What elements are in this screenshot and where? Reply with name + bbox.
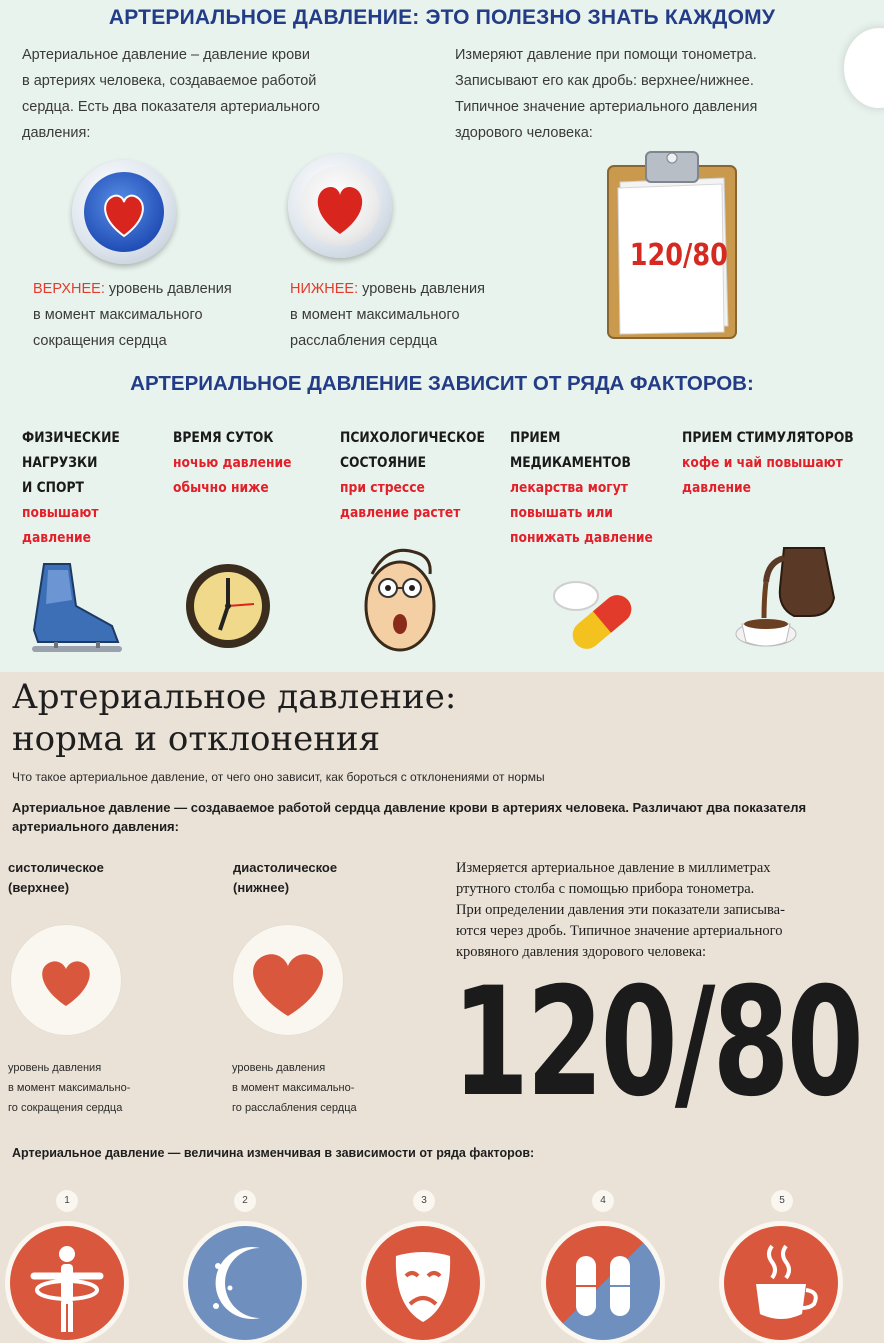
systolic-description [8, 1058, 130, 1118]
factor-time [173, 426, 291, 501]
heart-icon [72, 160, 176, 264]
upper-heart-badge [72, 160, 176, 264]
pills-graphic [546, 1226, 660, 1340]
systolic-description-line: уровень давления [8, 1062, 102, 1074]
factors-caption: Артериальное давление — величина изменчивая в зависимости от ряда факторов: [12, 1146, 535, 1160]
clipboard-icon [606, 148, 738, 340]
intro-right-line: здорового человека: [455, 125, 593, 141]
factor-number: 4 [592, 1190, 614, 1212]
measurement-text [456, 858, 866, 963]
diastolic-description-line: в момент максимально- [232, 1082, 355, 1094]
measurement-text-line: ртутного столба с помощью прибора тонометра. [456, 881, 755, 897]
upper-highlight: ВЕРХНЕЕ: [33, 281, 105, 297]
exercise-figure-icon [10, 1226, 124, 1340]
factors-title: АРТЕРИАЛЬНОЕ ДАВЛЕНИЕ ЗАВИСИТ ОТ РЯДА ФАКТОРОВ: [130, 372, 754, 395]
factor-effect: обычно ниже [173, 480, 269, 496]
factor-sport [22, 426, 120, 551]
factor-head: ПРИЕМ [510, 430, 561, 446]
lower-definition [290, 276, 540, 354]
factor-effect: ночью давление [173, 455, 292, 471]
intro-left [22, 42, 402, 146]
diastolic-description-line: уровень давления [232, 1062, 326, 1074]
corner-decoration [844, 28, 884, 108]
intro-right-line: Типичное значение артериального давления [455, 99, 758, 115]
factor-number: 3 [413, 1190, 435, 1212]
bottom-title [12, 676, 456, 760]
top-title: АРТЕРИАЛЬНОЕ ДАВЛЕНИЕ: ЭТО ПОЛЕЗНО ЗНАТЬ КАЖДОМУ [108, 6, 776, 29]
factor-effect: лекарства могут [510, 480, 628, 496]
systolic-label-line: (верхнее) [8, 880, 70, 895]
lower-definition-line: расслабления сердца [290, 333, 438, 349]
factor-effect: повышают [22, 505, 99, 521]
factor-head: ФИЗИЧЕСКИЕ [22, 430, 120, 446]
moon-stars-icon [188, 1226, 302, 1340]
factor-effect: давление [22, 530, 91, 546]
bottom-lead [12, 798, 878, 836]
factor-effect: давление [682, 480, 751, 496]
bottom-title-line: норма и отклонения [12, 719, 381, 759]
normal-pressure-value: 120/80 [452, 956, 861, 1130]
factor-effect: понижать давление [510, 530, 653, 546]
factor-psychology [340, 426, 485, 526]
systolic-label-line: систолическое [8, 860, 104, 875]
factor-head: ПРИЕМ СТИМУЛЯТОРОВ [682, 430, 854, 446]
diastolic-label [233, 858, 337, 898]
skate-icon [24, 560, 124, 664]
intro-left-line: в артериях человека, создаваемое работой [22, 73, 317, 89]
lower-definition-line: в момент максимального [290, 307, 460, 323]
pills-icon [546, 1226, 660, 1340]
sad-mask-icon [366, 1226, 480, 1340]
intro-left-line: сердца. Есть два показателя артериального [22, 99, 320, 115]
intro-right-line: Измеряют давление при помощи тонометра. [455, 47, 757, 63]
factor-head: И СПОРТ [22, 480, 84, 496]
intro-right-line: Записывают его как дробь: верхнее/нижнее. [455, 73, 754, 89]
measurement-text-line: Измеряется артериальное давление в миллиметрах [456, 860, 771, 876]
upper-text: уровень давления [104, 281, 232, 297]
factor-head: МЕДИКАМЕНТОВ [510, 455, 631, 471]
upper-definition [33, 276, 283, 354]
factor-stimulants [682, 426, 854, 501]
factor-head: ВРЕМЯ СУТОК [173, 430, 274, 446]
factor-effect: давление растет [340, 505, 461, 521]
intro-right [455, 42, 835, 146]
heart-icon [232, 924, 344, 1036]
hot-cup-icon [724, 1226, 838, 1340]
diastolic-description-line: го расслабления сердца [232, 1102, 357, 1114]
bottom-lead-line: Артериальное давление — создаваемое работой сердца давление крови в артериях человека. Различают два показателя [12, 800, 807, 815]
lower-definition-line [290, 276, 540, 302]
lower-highlight: НИЖНЕЕ: [290, 281, 359, 297]
lower-heart-badge [288, 154, 392, 258]
measurement-text-line: кровяного давления здорового человека: [456, 944, 707, 960]
factor-medication [510, 426, 653, 551]
bottom-title-line: Артериальное давление: [12, 677, 457, 717]
clipboard-value: 120/80 [629, 238, 728, 273]
intro-left-line: давления: [22, 125, 91, 141]
measurement-text-line: При определении давления эти показатели записыва- [456, 902, 785, 918]
stressed-face-icon [358, 544, 442, 656]
upper-definition-line: в момент максимального [33, 307, 203, 323]
factor-number: 1 [56, 1190, 78, 1212]
upper-definition-line [33, 276, 283, 302]
systolic-description-line: го сокращения сердца [8, 1102, 123, 1114]
diastolic-label-line: диастолическое [233, 860, 338, 875]
factor-effect: при стрессе [340, 480, 425, 496]
bottom-infographic [0, 672, 884, 1343]
exercise-figure-graphic [10, 1226, 124, 1340]
factor-head: СОСТОЯНИЕ [340, 455, 426, 471]
diastolic-description [232, 1058, 357, 1118]
lower-text: уровень давления [358, 281, 485, 297]
systolic-heart-badge [10, 924, 122, 1036]
factor-effect: кофе и чай повышают [682, 455, 843, 471]
intro-left-line: Артериальное давление – давление крови [22, 47, 310, 63]
systolic-label [8, 858, 104, 898]
upper-definition-line: сокращения сердца [33, 333, 167, 349]
clock-icon [184, 562, 272, 650]
factor-head: НАГРУЗКИ [22, 455, 98, 471]
measurement-text-line: ются через дробь. Типичное значение артериального [456, 923, 783, 939]
pills-icon [548, 566, 644, 662]
moon-stars-graphic [188, 1226, 302, 1340]
factor-effect: повышать или [510, 505, 613, 521]
factor-number: 5 [771, 1190, 793, 1212]
hot-cup-graphic [724, 1226, 838, 1340]
heart-icon [288, 154, 392, 258]
bottom-subtitle: Что такое артериальное давление, от чего оно зависит, как бороться с отклонениями от нормы [12, 770, 545, 784]
coffee-pot-icon [734, 538, 844, 658]
diastolic-heart-badge [232, 924, 344, 1036]
sad-mask-graphic [366, 1226, 480, 1340]
heart-icon [10, 924, 122, 1036]
diastolic-label-line: (нижнее) [233, 880, 290, 895]
bottom-lead-line: артериального давления: [12, 819, 179, 834]
factor-number: 2 [234, 1190, 256, 1212]
factor-head: ПСИХОЛОГИЧЕСКОЕ [340, 430, 485, 446]
systolic-description-line: в момент максимально- [8, 1082, 131, 1094]
